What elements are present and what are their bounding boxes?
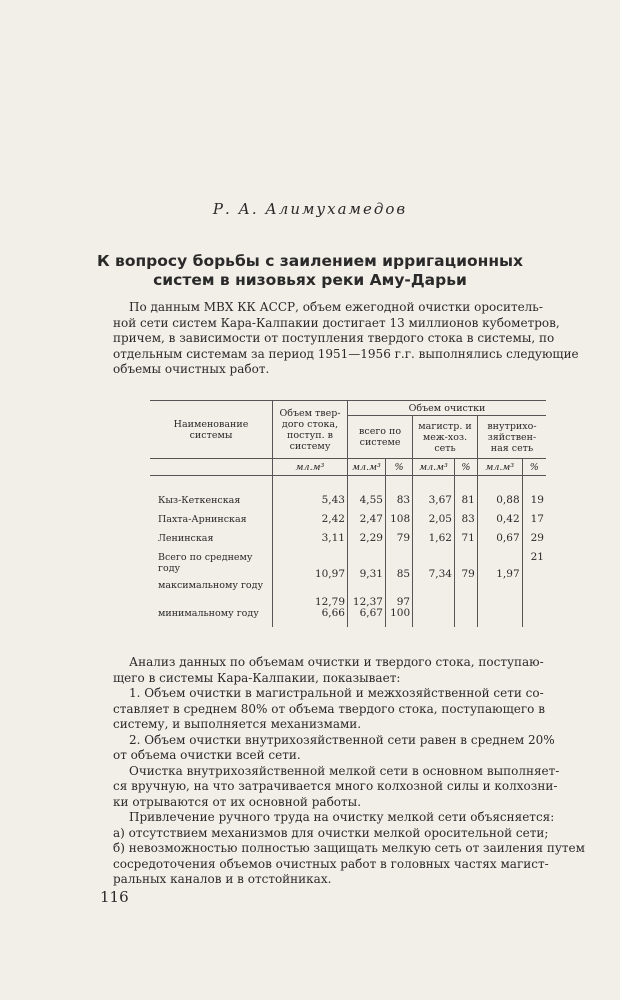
row-name: Кыз-Кеткенская bbox=[158, 495, 241, 506]
unit-cell: мл.м³ bbox=[413, 459, 455, 476]
cell-total-pct: 79 bbox=[385, 533, 412, 552]
cell-total-pct: 83 bbox=[385, 495, 412, 514]
title-line: систем в низовьях реки Аму-Дарьи bbox=[153, 271, 467, 289]
cell-main-pct: 71 bbox=[455, 533, 478, 552]
text-line: ральных каналов и в отстойниках. bbox=[113, 872, 332, 886]
cell-total: 4,55 bbox=[348, 495, 386, 514]
text-line: 1. Объем очистки в магистральной и межхозяйственной сети со- bbox=[129, 686, 544, 700]
table-row bbox=[150, 580, 546, 608]
header-cleaning-volume: Объем очистки bbox=[348, 401, 547, 416]
analysis-text bbox=[113, 655, 597, 888]
text-line: щего в системы Кара-Калпакии, показывает: bbox=[113, 670, 401, 685]
table-row bbox=[150, 552, 546, 580]
cell-total: 6,67 bbox=[348, 608, 386, 627]
cell-main-pct bbox=[455, 580, 478, 608]
header-inner-network: внутрихо-зяйствен-ная сеть bbox=[477, 416, 546, 459]
cell-solid: 6,66 bbox=[273, 608, 348, 627]
text-line: объемы очистных работ. bbox=[113, 362, 270, 376]
cell-total: 2,29 bbox=[348, 533, 386, 552]
row-name: минимальному году bbox=[158, 608, 259, 619]
cell-inner-pct bbox=[522, 608, 546, 627]
cell-main: 3,67 bbox=[413, 495, 455, 514]
cell-solid: 12,79 bbox=[273, 580, 348, 608]
table-row bbox=[150, 495, 546, 514]
cell-total: 9,31 bbox=[348, 552, 386, 580]
cell-inner-pct: 19 bbox=[522, 495, 546, 514]
text-line: ся вручную, на что затрачивается много колхозной силы и колхозни- bbox=[113, 779, 558, 793]
text-line: от объема очистки всей сети. bbox=[113, 748, 301, 762]
cell-total-pct: 100 bbox=[385, 608, 412, 627]
cell-total-pct: 108 bbox=[385, 514, 412, 533]
header-main-network: магистр. и меж-хоз. сеть bbox=[413, 416, 478, 459]
cell-main-pct: 81 bbox=[455, 495, 478, 514]
cell-total-pct: 85 bbox=[385, 552, 412, 580]
table-row bbox=[150, 533, 546, 552]
text-line: Анализ данных по объемам очистки и твердого стока, поступаю- bbox=[129, 655, 544, 669]
header-name: Наименование системы bbox=[150, 401, 273, 459]
cell-main-pct bbox=[455, 608, 478, 627]
text-line: причем, в зависимости от поступления твердого стока в системы, по bbox=[113, 331, 555, 345]
text-line: Привлечение ручного труда на очистку мелкой сети объясняется: bbox=[129, 810, 555, 824]
header-solid-volume: Объем твер-дого стока, поступ. в систему bbox=[273, 401, 348, 459]
cell-solid: 3,11 bbox=[273, 533, 348, 552]
intro-paragraph bbox=[113, 300, 597, 378]
table-row bbox=[150, 608, 546, 627]
cell-inner: 1,97 bbox=[477, 552, 522, 580]
row-name: Ленинская bbox=[158, 533, 214, 544]
row-name: максимальному году bbox=[158, 580, 264, 591]
text-line: систему, и выполняется механизмами. bbox=[113, 717, 362, 731]
cell-inner-pct: 29 bbox=[522, 533, 546, 552]
row-name: Пахта-Арнинская bbox=[158, 514, 247, 525]
text-line: По данным МВХ КК АССР, объем ежегодной очистки ороситель- bbox=[129, 300, 543, 314]
cell-main-pct: 79 bbox=[455, 552, 478, 580]
cell-total-pct: 97 bbox=[385, 580, 412, 608]
article-title bbox=[60, 252, 560, 290]
cell-inner: 0,88 bbox=[477, 495, 522, 514]
cell-total: 12,37 bbox=[348, 580, 386, 608]
cell-total: 2,47 bbox=[348, 514, 386, 533]
table-row bbox=[150, 514, 546, 533]
cell-inner-pct: 21 bbox=[522, 552, 546, 580]
unit-cell: % bbox=[455, 459, 478, 476]
text-line: 2. Объем очистки внутрихозяйственной сети равен в среднем 20% bbox=[129, 732, 555, 747]
text-line: а) отсутствием механизмов для очистки мелкой оросительной сети; bbox=[113, 825, 549, 840]
text-line: ки отрываются от их основной работы. bbox=[113, 794, 362, 809]
cell-inner bbox=[477, 608, 522, 627]
row-name: Всего по среднему году bbox=[158, 552, 253, 574]
unit-cell bbox=[150, 459, 273, 476]
cell-main bbox=[413, 608, 455, 627]
text-line: Очистка внутрихозяйственной мелкой сети в основном выполняет- bbox=[129, 763, 560, 778]
cell-main: 1,62 bbox=[413, 533, 455, 552]
cleaning-volume-table bbox=[150, 400, 546, 627]
unit-cell: % bbox=[522, 459, 546, 476]
unit-cell: мл.м³ bbox=[477, 459, 522, 476]
cell-solid: 2,42 bbox=[273, 514, 348, 533]
author-name: Р. А. Алимухамедов bbox=[212, 200, 408, 218]
cell-solid: 10,97 bbox=[273, 552, 348, 580]
cell-inner: 0,42 bbox=[477, 514, 522, 533]
cell-inner: 0,67 bbox=[477, 533, 522, 552]
header-total: всего по системе bbox=[348, 416, 413, 459]
cell-main-pct: 83 bbox=[455, 514, 478, 533]
cell-inner-pct: 17 bbox=[522, 514, 546, 533]
unit-cell: % bbox=[385, 459, 412, 476]
unit-cell: мл.м³ bbox=[273, 459, 348, 476]
cell-main bbox=[413, 580, 455, 608]
unit-cell: мл.м³ bbox=[348, 459, 386, 476]
cell-main: 2,05 bbox=[413, 514, 455, 533]
title-line: К вопросу борьбы с заилением ирригационных bbox=[96, 252, 524, 270]
text-line: ной сети систем Кара-Калпакии достигает 13 миллионов кубометров, bbox=[113, 315, 560, 330]
cell-solid: 5,43 bbox=[273, 495, 348, 514]
page-number: 116 bbox=[100, 888, 129, 906]
text-line: ставляет в среднем 80% от объема твердого стока, поступающего в bbox=[113, 701, 545, 716]
cell-inner-pct bbox=[522, 580, 546, 608]
text-line: б) невозможностью полностью защищать мелкую сеть от заиления путем bbox=[113, 841, 585, 855]
text-line: отдельным системам за период 1951—1956 г.г. выполнялись следующие bbox=[113, 346, 579, 361]
cell-main: 7,34 bbox=[413, 552, 455, 580]
text-line: сосредоточения объемов очистных работ в головных частях магист- bbox=[113, 856, 549, 871]
cell-inner bbox=[477, 580, 522, 608]
